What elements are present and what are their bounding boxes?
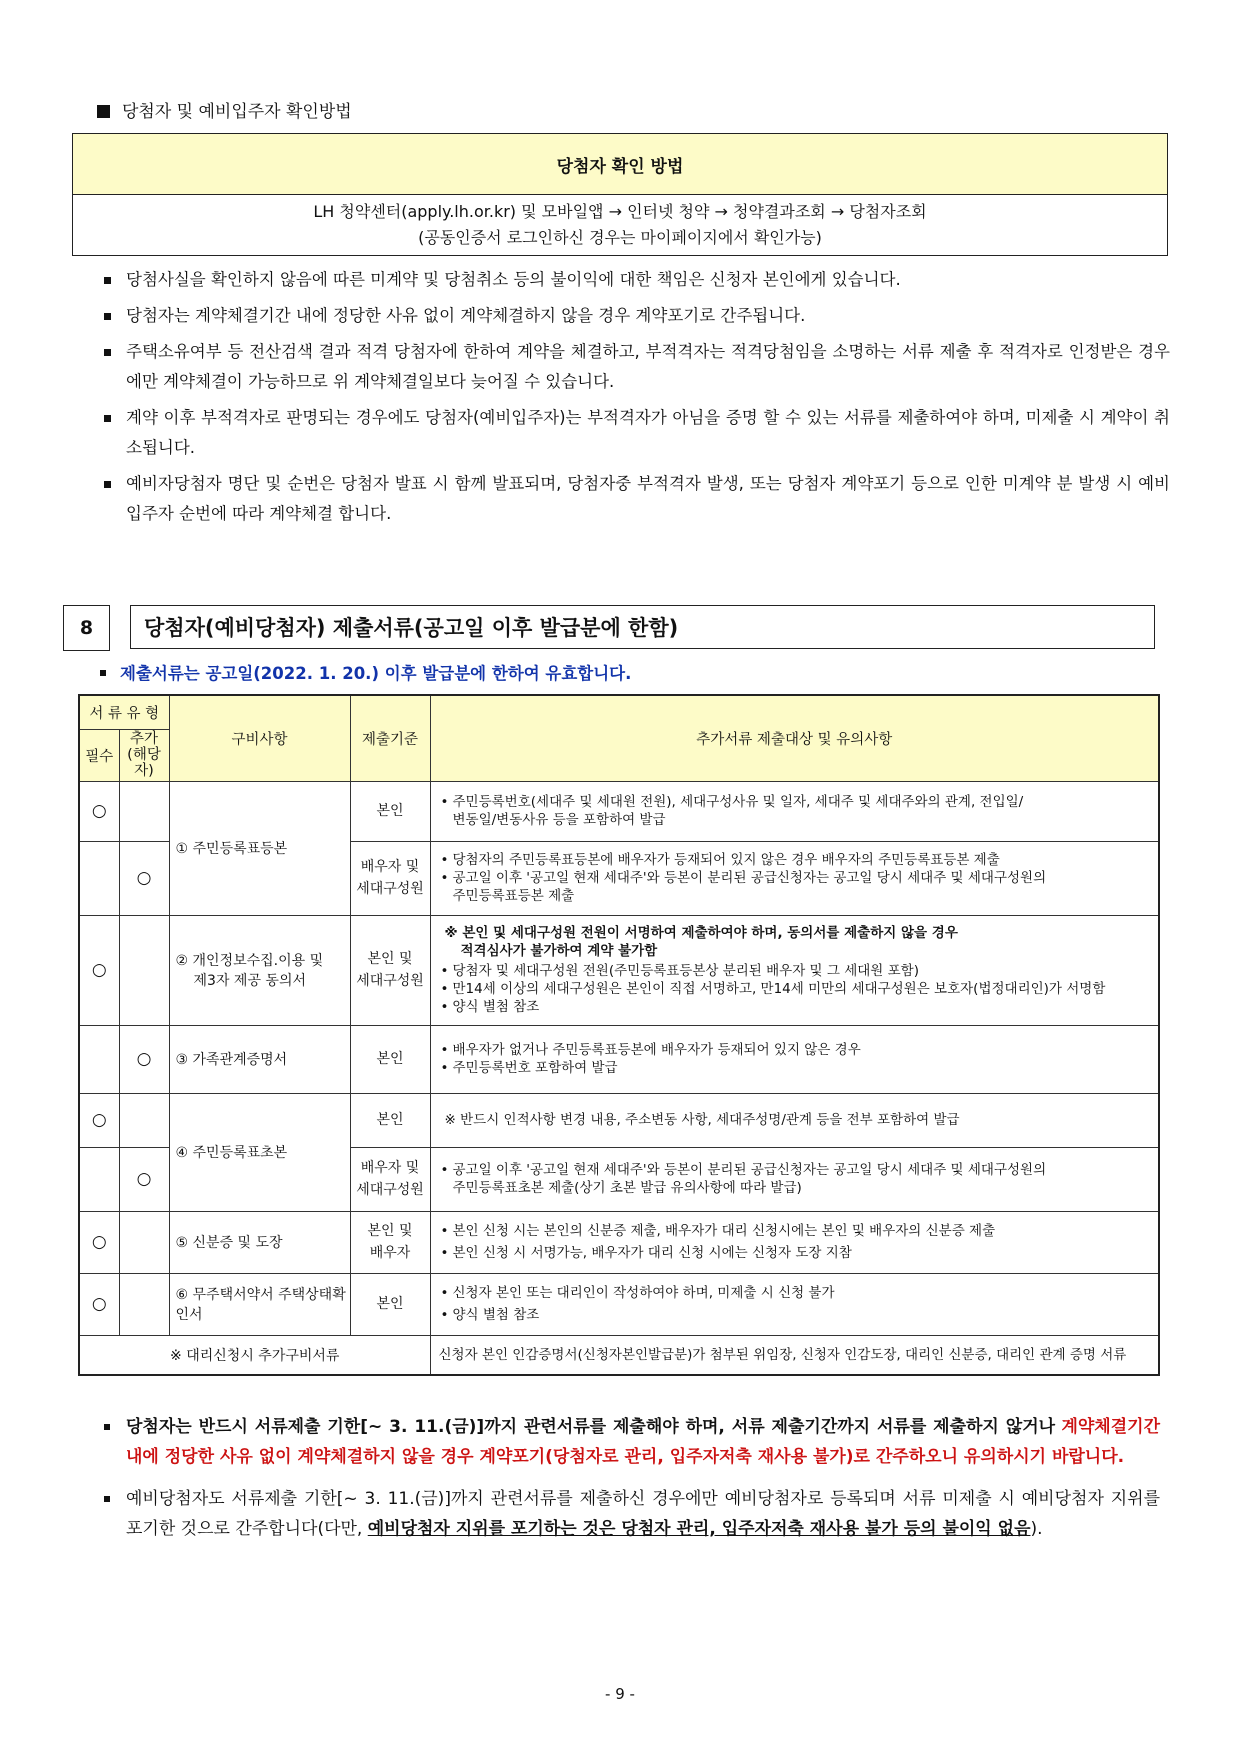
list-item: 주택소유여부 등 전산검색 결과 적격 당첨자에 한하여 계약을 체결하고, 부적격자는 적격당첨임을 소명하는 서류 제출 후 적격자로 인정받은 경우에만 계약체결이 가능하므로 위 계약체결일보다 늦어질 수 있습니다. <box>100 337 1170 397</box>
table-row <box>79 781 1159 841</box>
item-consent-form: ② 개인정보수집.이용 및 제3자 제공 동의서 <box>169 915 350 1025</box>
note-cell: • 신청자 본인 또는 대리인이 작성하여야 하며, 미제출 시 신청 불가 • 양식 별첨 참조 <box>430 1273 1159 1335</box>
item-no-house-pledge: ⑥ 무주택서약서 주택상태확인서 <box>169 1273 350 1335</box>
header-additional: 추가 (해당자) <box>119 729 169 781</box>
header-item: 구비사항 <box>169 695 350 781</box>
winner-check-line2: (공동인증서 로그인하신 경우는 마이페이지에서 확인가능) <box>418 228 822 247</box>
additional-mark-empty <box>119 1211 169 1273</box>
note-cell: ※ 반드시 인적사항 변경 내용, 주소변동 사항, 세대주성명/관계 등을 전부 포함하여 발급 <box>430 1093 1159 1147</box>
header-notes: 추가서류 제출대상 및 유의사항 <box>430 695 1159 781</box>
additional-mark-empty <box>119 1093 169 1147</box>
required-mark: ○ <box>79 781 119 841</box>
required-mark: ○ <box>79 1273 119 1335</box>
note-cell: • 배우자가 없거나 주민등록표등본에 배우자가 등재되어 있지 않은 경우 • 주민등록번호 포함하여 발급 <box>430 1025 1159 1093</box>
section8-title: 당첨자(예비당첨자) 제출서류(공고일 이후 발급분에 한함) <box>130 605 1155 649</box>
required-mark: ○ <box>79 1211 119 1273</box>
dot-icon: • <box>440 1060 449 1076</box>
section-number: 8 <box>63 605 110 651</box>
criteria-cell: 배우자 및 세대구성원 <box>350 841 430 915</box>
list-item: 당첨사실을 확인하지 않음에 따른 미계약 및 당첨취소 등의 불이익에 대한 책임은 신청자 본인에게 있습니다. <box>100 265 1170 295</box>
bullet-icon <box>104 313 111 320</box>
note-cell: • 공고일 이후 '공고일 현재 세대주'와 등본이 분리된 공급신청자는 공고일 당시 세대주 및 세대구성원의 주민등록표초본 제출(상기 초본 발급 유의사항에 따라 발급) <box>430 1147 1159 1211</box>
bullet-icon <box>104 1424 110 1430</box>
dot-icon: • <box>440 1307 449 1323</box>
header-criteria: 제출기준 <box>350 695 430 781</box>
additional-mark-empty <box>119 915 169 1025</box>
criteria-cell: 본인 <box>350 1025 430 1093</box>
winner-check-box <box>72 133 1168 256</box>
table-row <box>79 1025 1159 1093</box>
proxy-docs: 신청자 본인 인감증명서(신청자본인발급분)가 첨부된 위임장, 신청자 인감도장, 대리인 신분증, 대리인 관계 증명 서류 <box>430 1335 1159 1375</box>
item-resident-abstract: ④ 주민등록표초본 <box>169 1093 350 1211</box>
required-mark-empty <box>79 1025 119 1093</box>
page-number: - 9 - <box>605 1685 635 1703</box>
dot-icon: • <box>440 999 449 1015</box>
dot-icon: • <box>440 1245 449 1261</box>
criteria-cell: 본인 <box>350 781 430 841</box>
required-mark: ○ <box>79 1093 119 1147</box>
dot-icon: • <box>440 794 449 810</box>
item-resident-register: ① 주민등록표등본 <box>169 781 350 915</box>
additional-mark-empty <box>119 1273 169 1335</box>
documents-table <box>78 694 1160 1376</box>
validity-note: 제출서류는 공고일(2022. 1. 20.) 이후 발급분에 한하여 유효합니다. <box>100 660 631 684</box>
item-family-cert: ③ 가족관계증명서 <box>169 1025 350 1093</box>
required-mark: ○ <box>79 915 119 1025</box>
dot-icon: • <box>440 870 449 886</box>
note-cell: • 당첨자의 주민등록표등본에 배우자가 등재되어 있지 않은 경우 배우자의 주민등록표등본 제출 • 공고일 이후 '공고일 현재 세대주'와 등본이 분리된 공급신청자는 공고일 당시 세대주 및 세대구성원의 주민등록표등본 제출 <box>430 841 1159 915</box>
criteria-cell: 본인 및 세대구성원 <box>350 915 430 1025</box>
bullet-icon <box>104 349 111 356</box>
item-id-seal: ⑤ 신분증 및 도장 <box>169 1211 350 1273</box>
additional-mark: ○ <box>119 841 169 915</box>
list-item: 예비당첨자도 서류제출 기한[~ 3. 11.(금)]까지 관련서류를 제출하신 경우에만 예비당첨자로 등록되며 서류 미제출 시 예비당첨자 지위를 포기한 것으로 간주합니다(다만, 예비당첨자 지위를 포기하는 것은 당첨자 관리, 입주자저축 재사용 불가 등의 불이익 없음). <box>100 1484 1160 1544</box>
dot-icon: • <box>440 1223 449 1239</box>
criteria-cell: 본인 <box>350 1093 430 1147</box>
header-required: 필수 <box>79 729 119 781</box>
criteria-cell: 본인 <box>350 1273 430 1335</box>
table-row <box>79 915 1159 1025</box>
required-mark-empty <box>79 1147 119 1211</box>
criteria-cell: 본인 및 배우자 <box>350 1211 430 1273</box>
dot-icon: • <box>440 1042 449 1058</box>
table-row <box>79 1335 1159 1375</box>
winner-check-line1: LH 청약센터(apply.lh.or.kr) 및 모바일앱 → 인터넷 청약 → 청약결과조회 → 당첨자조회 <box>313 202 927 221</box>
proxy-label: ※ 대리신청시 추가구비서류 <box>79 1335 430 1375</box>
table-row <box>79 1273 1159 1335</box>
bullet-icon <box>104 1496 110 1502</box>
bullet-icon <box>104 481 111 488</box>
square-bullet-icon <box>97 105 110 118</box>
list-item: 계약 이후 부적격자로 판명되는 경우에도 당첨자(예비입주자)는 부적격자가 아님을 증명 할 수 있는 서류를 제출하여야 하며, 미제출 시 계약이 취소됩니다. <box>100 403 1170 463</box>
winner-check-body <box>73 195 1167 255</box>
criteria-cell: 배우자 및 세대구성원 <box>350 1147 430 1211</box>
additional-mark-empty <box>119 781 169 841</box>
note-cell: ※ 본인 및 세대구성원 전원이 서명하여 제출하여야 하며, 동의서를 제출하지 않을 경우 적격심사가 불가하여 계약 불가함 • 당첨자 및 세대구성원 전원(주민등록표등본상 분리된 배우자 및 그 세대원 포함) • 만14세 이상의 세대구성원은 본인이 직접 서명하고, 만14세 미만의 세대구성원은 보호자(법정대리인)가 서명함 • 양식 별첨 참조 <box>430 915 1159 1025</box>
additional-mark: ○ <box>119 1025 169 1093</box>
note-cell: • 본인 신청 시는 본인의 신분증 제출, 배우자가 대리 신청시에는 본인 및 배우자의 신분증 제출 • 본인 신청 시 서명가능, 배우자가 대리 신청 시에는 신청자 도장 지참 <box>430 1211 1159 1273</box>
additional-mark: ○ <box>119 1147 169 1211</box>
section-title: 당첨자 및 예비입주자 확인방법 <box>97 97 352 122</box>
bullet-icon <box>104 277 111 284</box>
table-row <box>79 1093 1159 1147</box>
list-item: 당첨자는 계약체결기간 내에 정당한 사유 없이 계약체결하지 않을 경우 계약포기로 간주됩니다. <box>100 301 1170 331</box>
bullet-icon <box>104 415 111 422</box>
dot-icon: • <box>440 981 449 997</box>
header-doc-type: 서 류 유 형 <box>79 695 169 729</box>
list-item: 당첨자는 반드시 서류제출 기한[~ 3. 11.(금)]까지 관련서류를 제출해야 하며, 서류 제출기간까지 서류를 제출하지 않거나 계약체결기간 내에 정당한 사유 없이 계약체결하지 않을 경우 계약포기(당첨자로 관리, 입주자저축 재사용 불가)로 간주하오니 유의하시기 바랍니다. <box>100 1412 1160 1472</box>
table-row <box>79 1211 1159 1273</box>
bullet-icon <box>100 670 106 676</box>
notice-list <box>100 265 1170 535</box>
winner-check-header: 당첨자 확인 방법 <box>73 134 1167 195</box>
dot-icon: • <box>440 1285 449 1301</box>
dot-icon: • <box>440 963 449 979</box>
note-cell: • 주민등록번호(세대주 및 세대원 전원), 세대구성사유 및 일자, 세대주 및 세대주와의 관계, 전입일/ 변동일/변동사유 등을 포함하여 발급 <box>430 781 1159 841</box>
required-mark-empty <box>79 841 119 915</box>
bottom-notes <box>100 1412 1160 1556</box>
dot-icon: • <box>440 1162 449 1178</box>
list-item: 예비자당첨자 명단 및 순번은 당첨자 발표 시 함께 발표되며, 당첨자중 부적격자 발생, 또는 당첨자 계약포기 등으로 인한 미계약 분 발생 시 예비입주자 순번에 따라 계약체결 합니다. <box>100 469 1170 529</box>
dot-icon: • <box>440 852 449 868</box>
